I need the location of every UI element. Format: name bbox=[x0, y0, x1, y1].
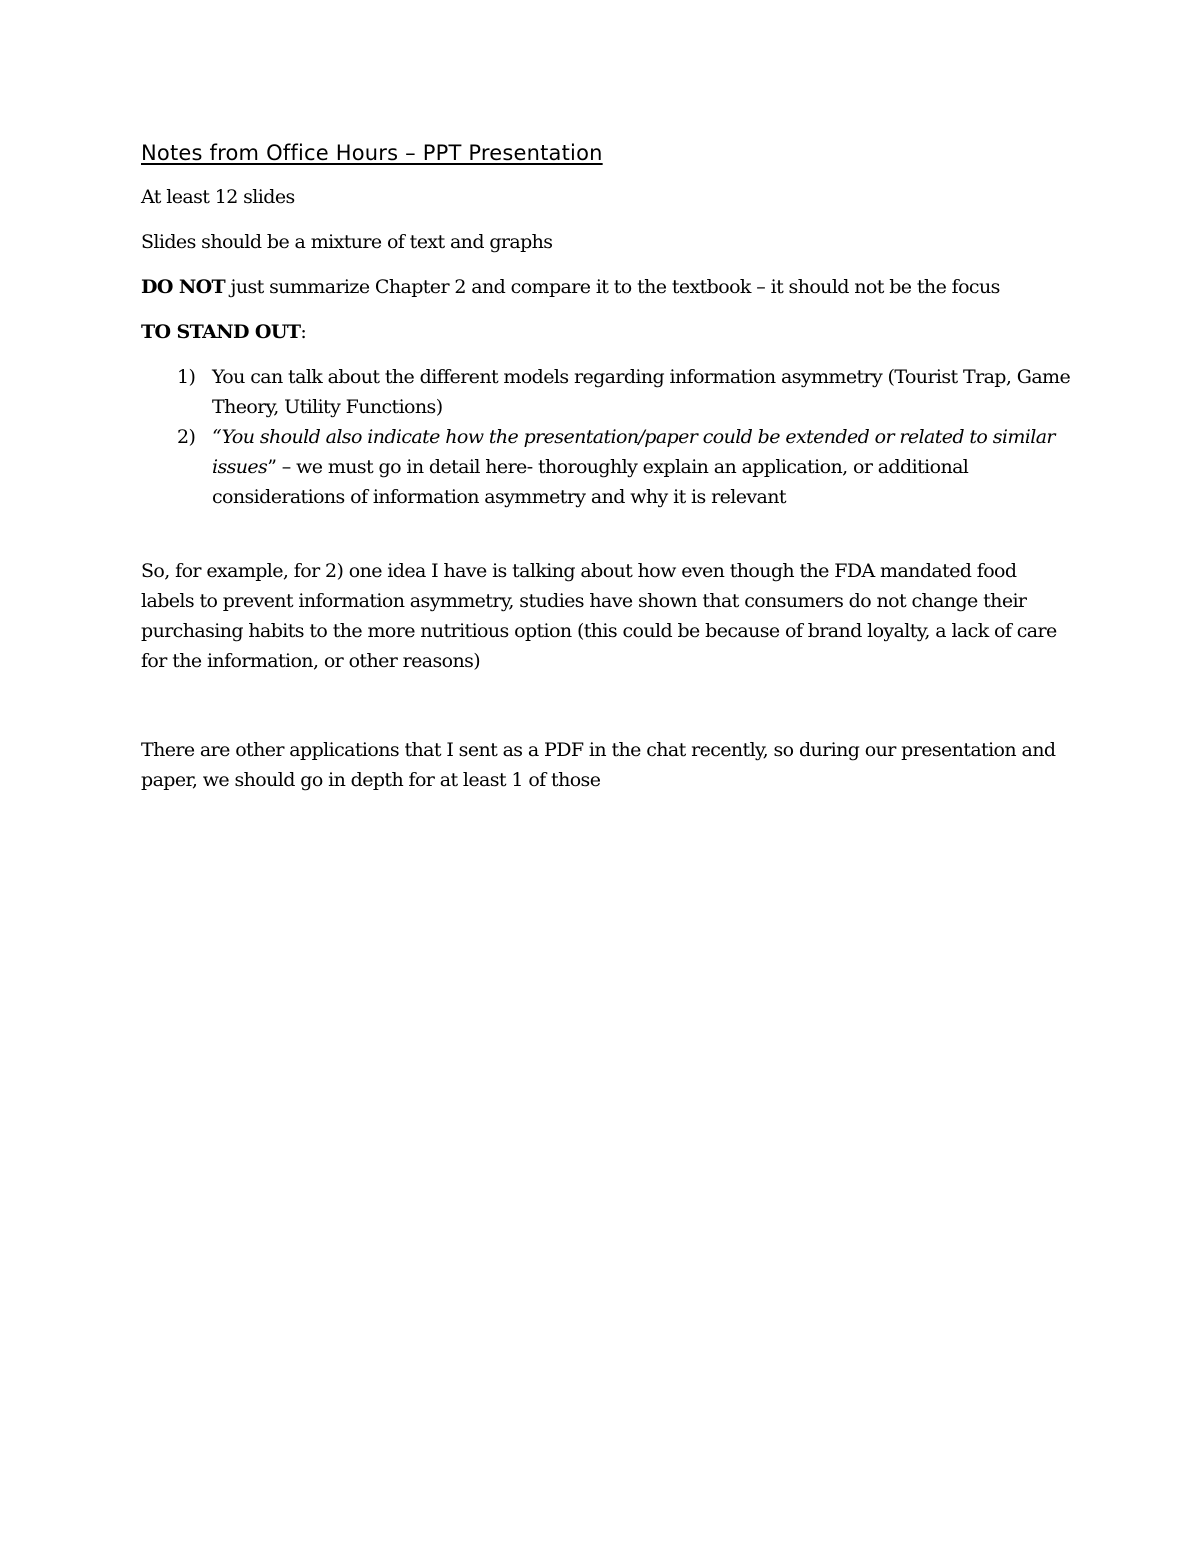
list-item-number: 1) bbox=[177, 366, 196, 388]
stand-out-colon: : bbox=[300, 321, 307, 343]
note-stand-out bbox=[141, 317, 1071, 347]
note-slides-count: At least 12 slides bbox=[141, 186, 295, 208]
do-not-label: DO NOT bbox=[141, 276, 226, 298]
list-item bbox=[141, 362, 1071, 422]
list-item-text: ” – we must go in detail here- thoroughly explain an application, or additional considerations of information asymmetry and why it is relevant bbox=[212, 456, 969, 508]
spacer bbox=[141, 512, 1071, 556]
spacer bbox=[141, 691, 1071, 735]
document-body bbox=[141, 138, 1071, 810]
note-slides-mixture: Slides should be a mixture of text and graphs bbox=[141, 231, 553, 253]
example-paragraph: So, for example, for 2) one idea I have is talking about how even though the FDA mandated food labels to prevent information asymmetry, studies have shown that consumers do not change their purchasing habits to the more nutritious option (this could be because of brand loyalty, a lack of care for the information, or other reasons) bbox=[141, 560, 1057, 672]
closing-paragraph: There are other applications that I sent as a PDF in the chat recently, so during our presentation and paper, we should go in depth for at least 1 of those bbox=[141, 739, 1056, 791]
note-do-not bbox=[141, 272, 1071, 302]
stand-out-list bbox=[141, 362, 1071, 512]
do-not-text: just summarize Chapter 2 and compare it to the textbook – it should not be the focus bbox=[225, 276, 1000, 298]
stand-out-label: TO STAND OUT bbox=[141, 321, 301, 343]
list-item-text: You can talk about the different models regarding information asymmetry (Tourist Trap, Game Theory, Utility Functions) bbox=[212, 366, 1071, 418]
list-item-quote: “You should also indicate how the presentation/paper could be extended or related to similar issues bbox=[212, 426, 1055, 478]
list-item bbox=[141, 422, 1071, 512]
document-title: Notes from Office Hours – PPT Presentation bbox=[141, 141, 603, 165]
list-item-number: 2) bbox=[177, 426, 196, 448]
